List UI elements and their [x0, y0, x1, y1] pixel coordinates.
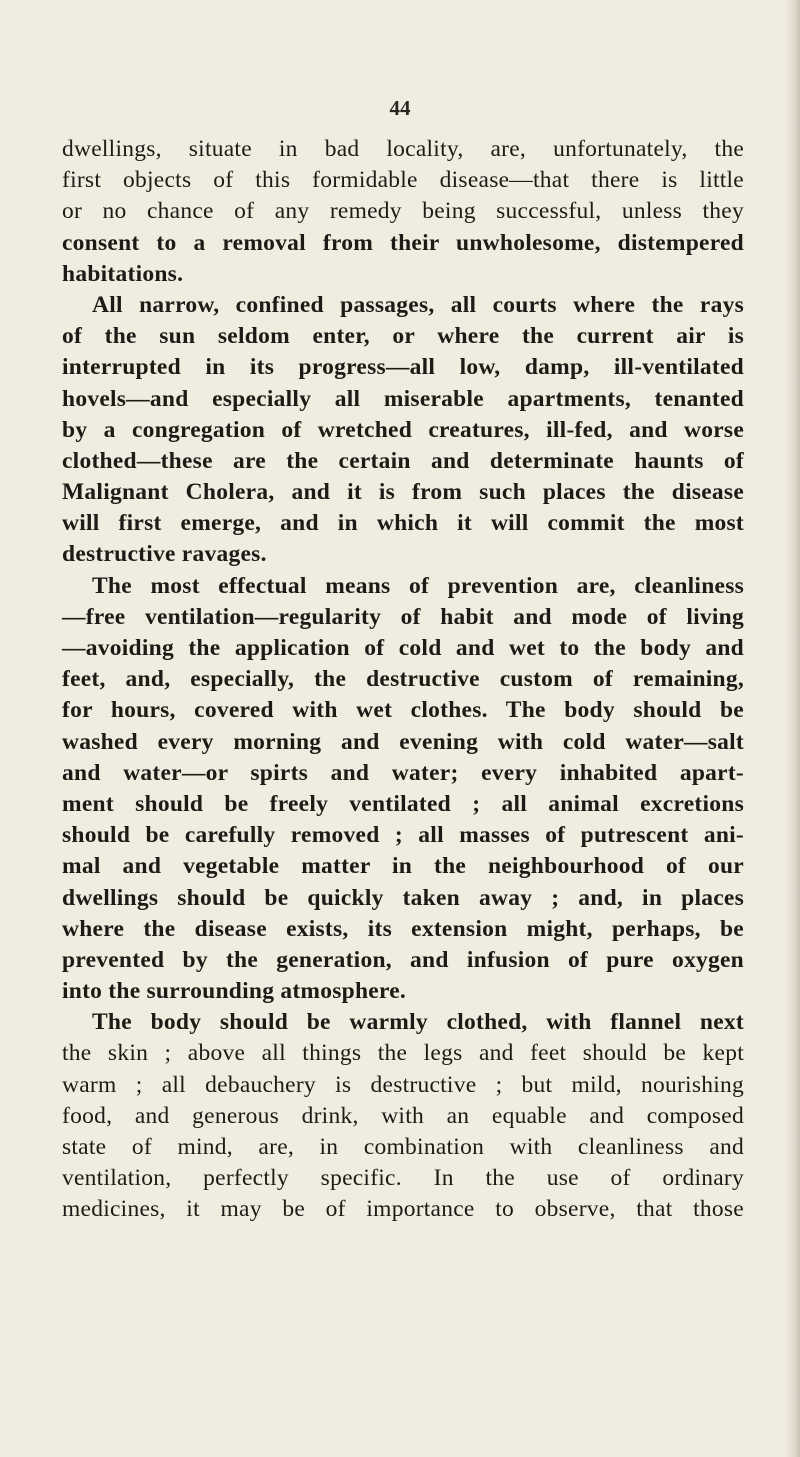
text-line: All narrow, confined passages, all courts where the rays — [92, 291, 744, 318]
text-line: —avoiding the application of cold and wet to the body and — [62, 635, 744, 661]
text-line: washed every morning and evening with cold water—salt — [62, 728, 744, 755]
text-line: state of mind, are, in combination with cleanliness and — [62, 1134, 744, 1160]
text-line: medicines, it may be of importance to observe, that those — [62, 1196, 744, 1223]
text-line: Malignant Cholera, and it is from such places the disease — [62, 479, 744, 506]
text-line: the skin ; above all things the legs and feet should be kept — [62, 1040, 744, 1067]
text-line: warm ; all debauchery is destructive ; but mild, nourishing — [62, 1071, 744, 1098]
text-line: destructive ravages. — [62, 541, 267, 568]
text-line: prevented by the generation, and infusion of pure oxygen — [62, 946, 744, 973]
text-line: for hours, covered with wet clothes. The body should be — [62, 697, 744, 724]
text-line: of the sun seldom enter, or where the current air is — [62, 323, 744, 350]
text-line: food, and generous drink, with an equable and composed — [62, 1102, 744, 1129]
text-line: —free ventilation—regularity of habit and mode of living — [62, 603, 744, 630]
text-line: The body should be warmly clothed, with flannel next — [92, 1009, 744, 1036]
text-line: dwellings should be quickly taken away ; and, in places — [62, 884, 744, 911]
text-line: into the surrounding atmosphere. — [62, 978, 407, 1005]
text-line: ment should be freely ventilated ; all animal excretions — [62, 790, 744, 817]
text-line: ventilation, perfectly specific. In the use of ordinary — [62, 1165, 744, 1192]
page-number: 44 — [389, 96, 411, 120]
text-line: habitations. — [62, 260, 184, 287]
body-text — [62, 134, 744, 1226]
text-line: dwellings, situate in bad locality, are, unfortunately, the — [62, 136, 744, 162]
text-line: consent to a removal from their unwholesome, distempered — [62, 229, 744, 256]
text-line: mal and vegetable matter in the neighbourhood of our — [62, 853, 744, 880]
text-line: or no chance of any remedy being successful, unless they — [62, 198, 744, 225]
text-line: interrupted in its progress—all low, damp, ill-ventilated — [62, 354, 744, 381]
text-line: will first emerge, and in which it will commit the most — [62, 510, 744, 537]
text-line: feet, and, especially, the destructive custom of remaining, — [62, 666, 744, 693]
text-line: should be carefully removed ; all masses of putrescent ani- — [62, 822, 744, 849]
text-line: first objects of this formidable disease—that there is little — [62, 167, 744, 194]
text-line: and water—or spirts and water; every inhabited apart- — [62, 759, 744, 786]
text-line: hovels—and especially all miserable apartments, tenanted — [62, 385, 744, 412]
text-line: by a congregation of wretched creatures, ill-fed, and worse — [62, 416, 744, 443]
text-line: clothed—these are the certain and determinate haunts of — [62, 447, 744, 474]
text-line: where the disease exists, its extension might, perhaps, be — [62, 915, 744, 942]
text-line: The most effectual means of prevention are, cleanliness — [92, 572, 744, 599]
page-edge-shadow — [786, 0, 800, 1457]
